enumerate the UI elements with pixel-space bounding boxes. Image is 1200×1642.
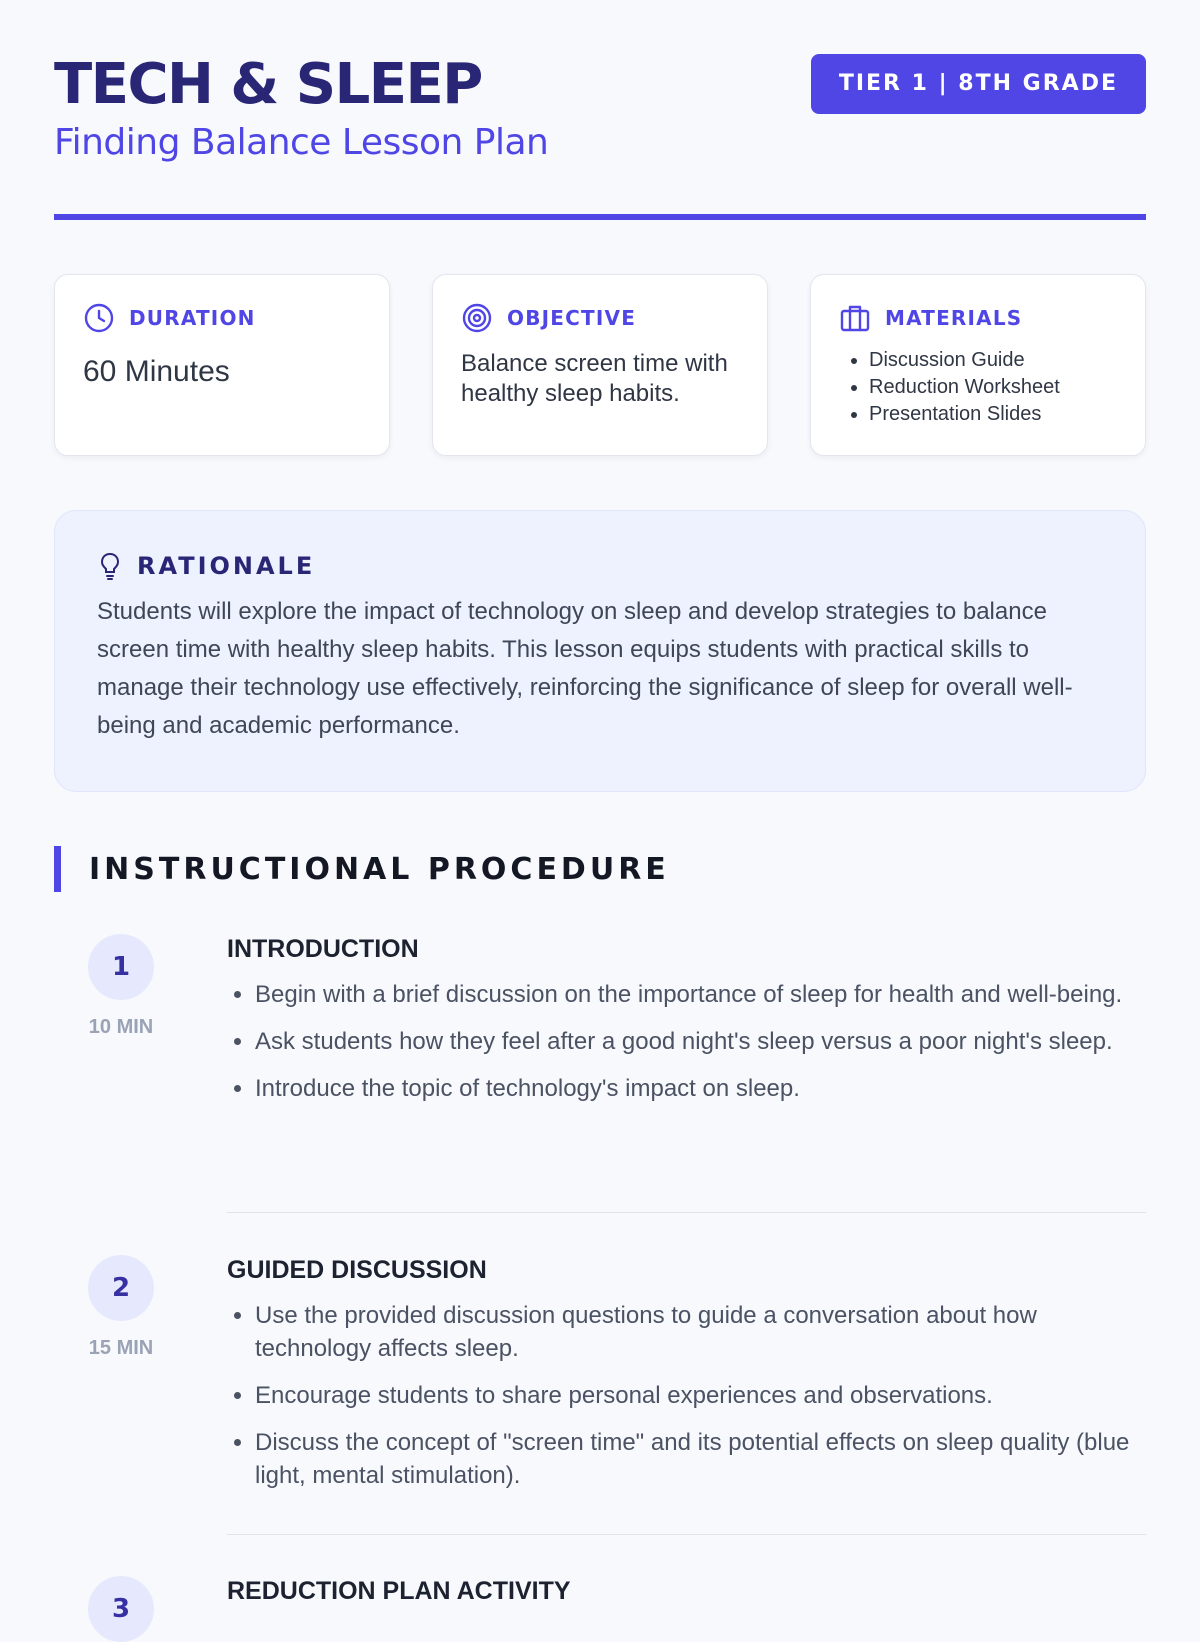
list-item: • Introduce the topic of technology's impact on sleep. [255,1072,1146,1105]
step-number-badge: 1 [88,934,154,1000]
materials-item: • Reduction Worksheet [869,374,1117,401]
objective-card [432,274,768,456]
step-title: INTRODUCTION [227,935,419,963]
briefcase-icon [839,302,871,334]
step-duration: 10 MIN [88,1016,154,1038]
step-number-badge: 3 [88,1576,154,1642]
materials-list [839,347,1117,428]
lightbulb-icon [97,551,123,581]
target-icon [461,302,493,334]
info-cards [54,274,1146,456]
header [54,54,1146,166]
list-item: • Ask students how they feel after a good night's sleep versus a poor night's sleep. [255,1025,1146,1058]
objective-value: Balance screen time with healthy sleep habits. [461,350,728,407]
rationale-body: Students will explore the impact of technology on sleep and develop strategies to balance screen time with healthy sleep habits. This lesson equips students with practical skills to manage their technology use effectively, reinforcing the significance of sleep for overall well-being and academic performance. [97,598,1073,739]
list-item: • Encourage students to share personal experiences and observations. [255,1379,1146,1412]
duration-value: 60 Minutes [83,355,230,388]
page-subtitle: Finding Balance Lesson Plan [54,122,549,163]
step-list [227,1299,1146,1492]
list-item: • Begin with a brief discussion on the importance of sleep for health and well-being. [255,978,1146,1011]
step-title: REDUCTION PLAN ACTIVITY [227,1577,571,1605]
step-duration: 15 MIN [88,1337,154,1359]
header-divider [54,214,1146,220]
step-divider [227,1212,1146,1213]
step-divider [227,1534,1146,1535]
duration-card [54,274,390,456]
grade-badge: TIER 1 | 8TH GRADE [811,54,1146,114]
step-title: GUIDED DISCUSSION [227,1256,487,1284]
step-list [227,978,1146,1105]
materials-card [810,274,1146,456]
page-title: TECH & SLEEP [54,52,482,117]
procedure-title: INSTRUCTIONAL PROCEDURE [89,851,670,887]
materials-item: • Discussion Guide [869,347,1117,374]
procedure-heading [54,846,670,892]
rationale-panel [54,510,1146,792]
duration-label: DURATION [129,306,256,330]
list-item: • Use the provided discussion questions to guide a conversation about how technology affects sleep. [255,1299,1146,1365]
materials-label: MATERIALS [885,306,1023,330]
rationale-label: RATIONALE [137,552,316,580]
list-item: • Discuss the concept of "screen time" and its potential effects on sleep quality (blue light, mental stimulation). [255,1426,1146,1492]
step-number-badge: 2 [88,1255,154,1321]
materials-item: • Presentation Slides [869,401,1117,428]
objective-label: OBJECTIVE [507,306,637,330]
clock-icon [83,302,115,334]
